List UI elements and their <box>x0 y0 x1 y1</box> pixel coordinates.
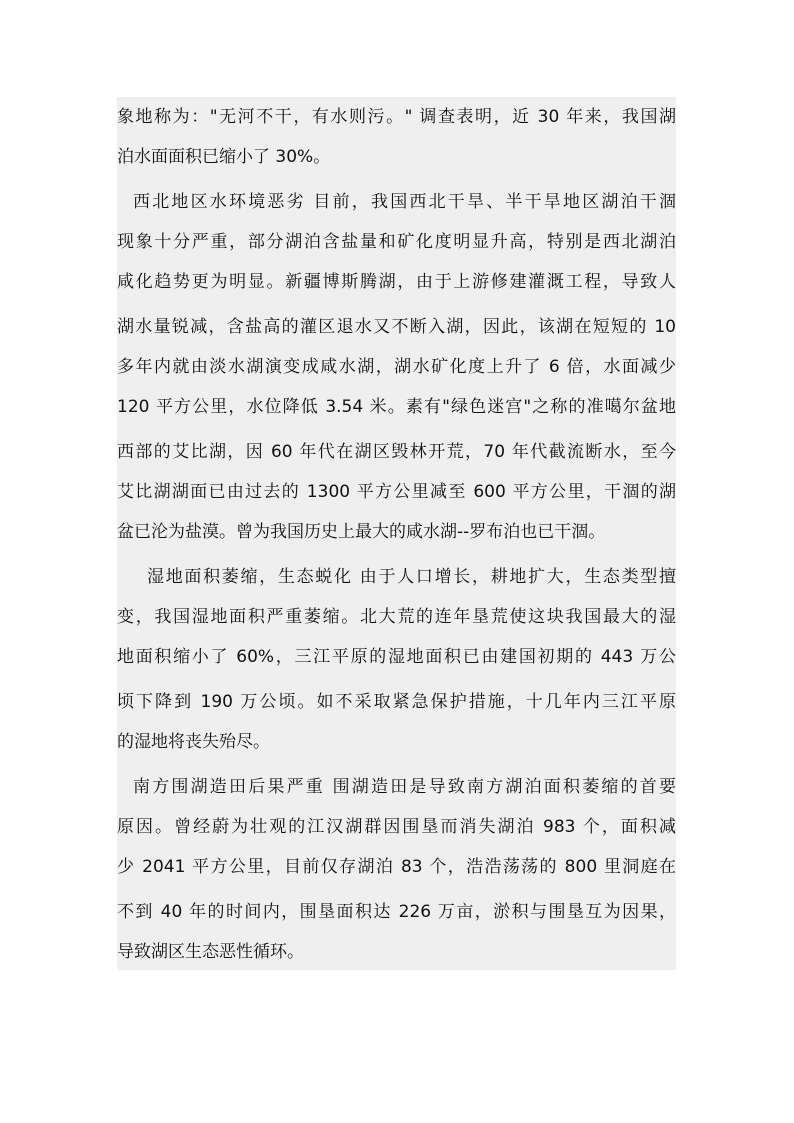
text-line: 多年内就由淡水湖演变成咸水湖，湖水矿化度上升了 6 倍，水面减少 <box>117 357 676 377</box>
text-line: 不到 40 年的时间内，围垦面积达 226 万亩，淤积与围垦互为因果， <box>117 902 676 922</box>
section-heading-line: 西北地区水环境恶劣 目前，我国西北干旱、半干旱地区湖泊干涸 <box>133 192 676 212</box>
document-text-block <box>117 97 676 970</box>
text-line: 少 2041 平方公里，目前仅存湖泊 83 个，浩浩荡荡的 800 里洞庭在 <box>117 857 676 877</box>
text-line: 西部的艾比湖，因 60 年代在湖区毁林开荒，70 年代截流断水，至今 <box>117 442 676 462</box>
text-line: 的湿地将丧失殆尽。 <box>117 732 270 752</box>
text-line: 咸化趋势更为明显。新疆博斯腾湖，由于上游修建灌溉工程，导致人 <box>117 272 676 292</box>
text-line: 艾比湖湖面已由过去的 1300 平方公里减至 600 平方公里，干涸的湖 <box>117 482 676 502</box>
text-line: 导致湖区生态恶性循环。 <box>117 942 304 962</box>
text-line: 象地称为："无河不干，有水则污。" 调查表明，近 30 年来，我国湖 <box>117 107 676 127</box>
text-line: 顷下降到 190 万公顷。如不采取紧急保护措施，十几年内三江平原 <box>117 692 676 712</box>
text-line: 湖水量锐减，含盐高的灌区退水又不断入湖，因此，该湖在短短的 10 <box>117 317 676 337</box>
text-line: 盆已沦为盐漠。曾为我国历史上最大的咸水湖--罗布泊也已干涸。 <box>117 522 606 542</box>
text-line: 变，我国湿地面积严重萎缩。北大荒的连年垦荒使这块我国最大的湿 <box>117 607 676 627</box>
text-line: 泊水面面积已缩小了 30%。 <box>117 147 331 167</box>
text-line: 原因。曾经蔚为壮观的江汉湖群因围垦而消失湖泊 983 个，面积减 <box>117 817 676 837</box>
text-line: 120 平方公里，水位降低 3.54 米。素有"绿色迷宫"之称的准噶尔盆地 <box>117 397 676 417</box>
text-line: 现象十分严重，部分湖泊含盐量和矿化度明显升高，特别是西北湖泊 <box>117 232 676 252</box>
section-heading-line: 南方围湖造田后果严重 围湖造田是导致南方湖泊面积萎缩的首要 <box>133 777 676 797</box>
section-heading-line: 湿地面积萎缩，生态蜕化 由于人口增长，耕地扩大，生态类型擅 <box>147 567 676 587</box>
text-line: 地面积缩小了 60%，三江平原的湿地面积已由建国初期的 443 万公 <box>117 647 676 667</box>
